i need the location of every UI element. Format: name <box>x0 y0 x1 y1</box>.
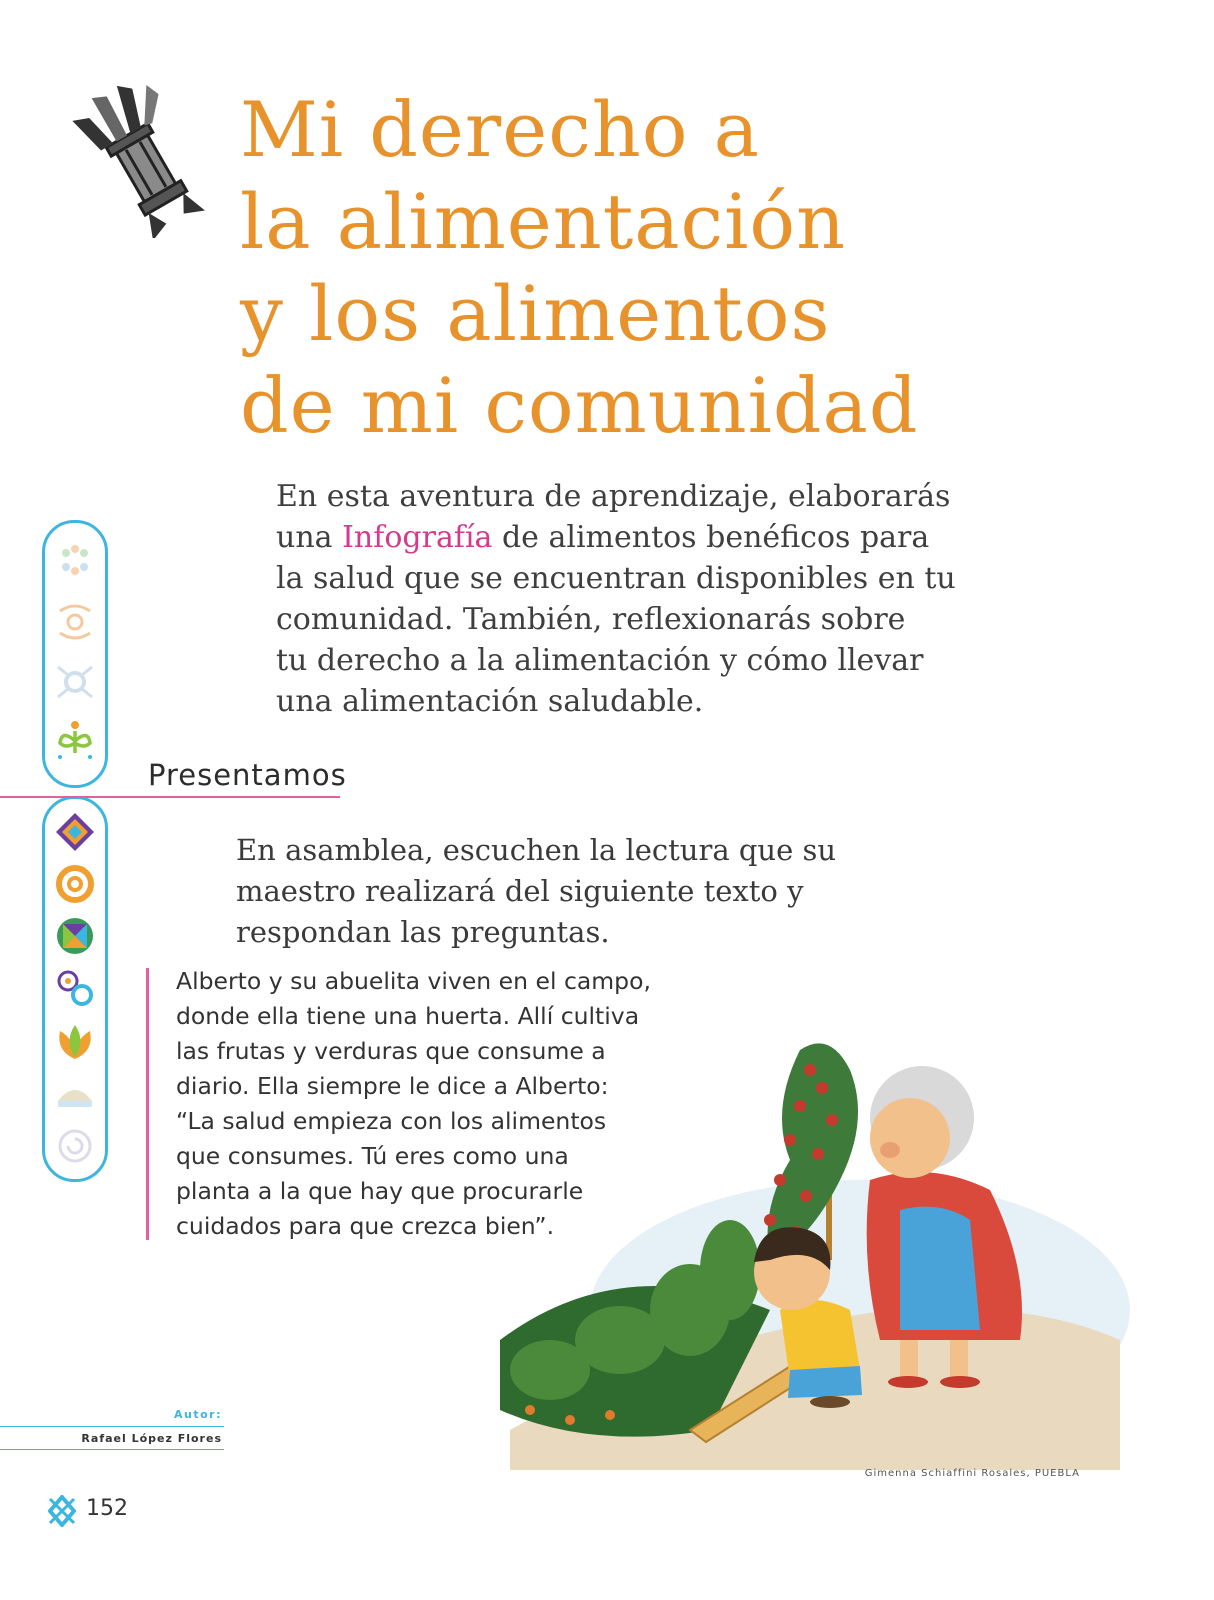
section-heading: Presentamos <box>148 758 347 792</box>
intro-line: comunidad. También, reflexionarás sobre <box>276 602 906 637</box>
story-line: “La salud empieza con los alimentos <box>176 1107 607 1135</box>
hourglass-icon <box>54 915 96 957</box>
page-number: 152 <box>86 1496 128 1521</box>
author-label: Autor: <box>174 1408 222 1421</box>
mound-icon <box>54 1073 96 1115</box>
intro-line: la salud que se encuentran disponibles en tu <box>276 561 956 596</box>
instruction-line: maestro realizará del siguiente texto y <box>236 874 804 908</box>
swirl-icon <box>54 1125 96 1167</box>
page-title <box>240 84 1140 452</box>
story-line: Alberto y su abuelita viven en el campo, <box>176 967 651 995</box>
story-line: que consumes. Tú eres como una <box>176 1142 569 1170</box>
sun-figure-icon <box>54 601 96 643</box>
intro-line: una alimentación saludable. <box>276 684 704 719</box>
title-line: Mi derecho a <box>240 85 760 174</box>
intro-line: En esta aventura de aprendizaje, elaborarás <box>276 479 951 514</box>
diamond-star-icon <box>54 811 96 853</box>
leaf-bud-icon <box>54 1021 96 1063</box>
infografia-term: Infografía <box>342 520 493 555</box>
intro-paragraph <box>276 476 1076 722</box>
intro-text: una <box>276 520 343 555</box>
author-rule <box>0 1449 224 1450</box>
spiral-icon <box>54 863 96 905</box>
sprout-person-icon <box>54 719 96 761</box>
ring-figure-icon <box>54 661 96 703</box>
author-rule <box>0 1426 224 1427</box>
author-name: Rafael López Flores <box>81 1432 222 1445</box>
chess-tower-icon <box>70 78 210 238</box>
illustration-credit: Gimenna Schiaffini Rosales, PUEBLA <box>864 1468 1080 1479</box>
story-line: las frutas y verduras que consume a <box>176 1037 606 1065</box>
quote-bar <box>146 968 149 1240</box>
instructions <box>236 830 876 953</box>
instruction-line: respondan las preguntas. <box>236 915 610 949</box>
dots-icon <box>54 541 96 583</box>
side-nav-bottom <box>42 796 108 1182</box>
story-line: donde ella tiene una huerta. Allí cultiva <box>176 1002 640 1030</box>
page-mark-icon <box>48 1495 76 1527</box>
instruction-line: En asamblea, escuchen la lectura que su <box>236 833 837 867</box>
title-line: y los alimentos <box>240 269 831 358</box>
heading-rule <box>0 796 340 798</box>
story-line: planta a la que hay que procurarle <box>176 1177 584 1205</box>
intro-line <box>276 517 1076 558</box>
story-line: diario. Ella siempre le dice a Alberto: <box>176 1072 609 1100</box>
garden-illustration <box>470 1010 1130 1470</box>
link-circles-icon <box>54 967 96 1009</box>
intro-text: de alimentos benéficos para <box>492 520 930 555</box>
title-line: de mi comunidad <box>240 361 919 450</box>
intro-line: tu derecho a la alimentación y cómo llevar <box>276 643 924 678</box>
story-line: cuidados para que crezca bien”. <box>176 1212 555 1240</box>
side-nav-top <box>42 520 108 788</box>
title-line: la alimentación <box>240 177 847 266</box>
